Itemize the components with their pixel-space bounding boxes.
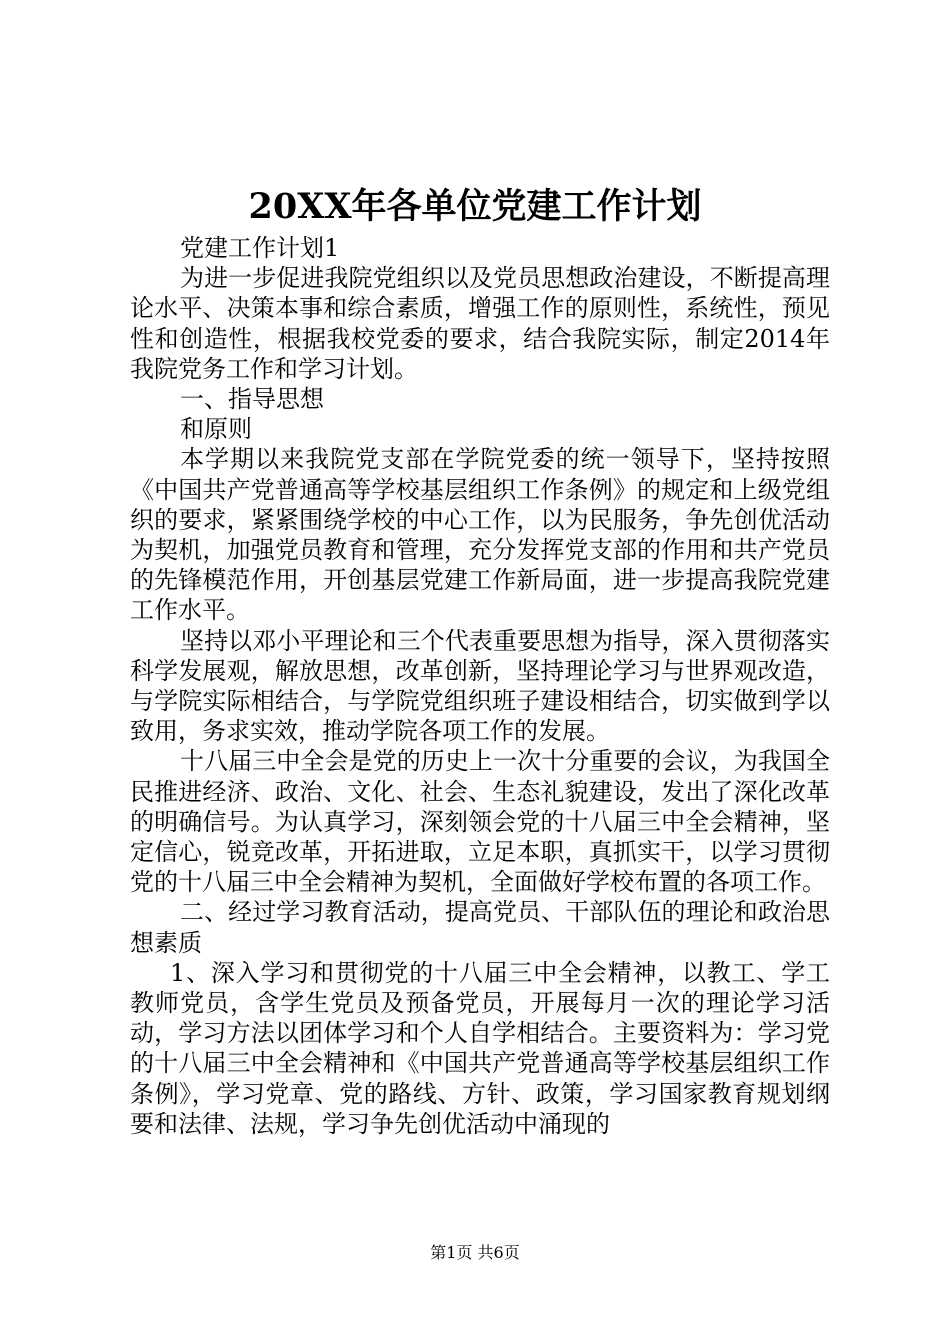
page-footer: 第1页 共6页 (430, 1243, 520, 1262)
section-heading-guiding: 一、指导思想 (180, 385, 324, 414)
section-heading-principles: 和原则 (180, 415, 252, 444)
section-heading-plan: 党建工作计划1 (180, 234, 340, 262)
section-heading-study: 二、经过学习教育活动，提高党员、干部队伍的理论和政治思想素质 (130, 898, 830, 957)
document-title: 20XX年各单位党建工作计划 (248, 186, 702, 227)
numbered-paragraph: 1、深入学习和贯彻党的十八届三中全会精神，以教工、学工教师党员，含学生党员及预备党员，开展每月一次的理论学习活动，学习方法以团体学习和个人自学相结合。主要资料为：学习党的十八届三中全会精神和《中国共产党普通高等学校基层组织工作条例》，学习党章、党的路线、方针、政策，学习国家教育规划纲要和法律、法规，学习争先创优活动中涌现的 (130, 958, 830, 1138)
body-paragraph: 十八届三中全会是党的历史上一次十分重要的会议，为我国全民推进经济、政治、文化、社会、生态礼貌建设，发出了深化改革的明确信号。为认真学习，深刻领会党的十八届三中全会精神，坚定信心，锐竞改革，开拓进取，立足本职，真抓实干，以学习贯彻党的十八届三中全会精神为契机，全面做好学校布置的各项工作。 (130, 747, 830, 897)
body-paragraph: 本学期以来我院党支部在学院党委的统一领导下，坚持按照《中国共产党普通高等学校基层组织工作条例》的规定和上级党组织的要求，紧紧围绕学校的中心工作，以为民服务，争先创优活动为契机，加强党员教育和管理，充分发挥党支部的作用和共产党员的先锋模范作用，开创基层党建工作新局面，进一步提高我院党建工作水平。 (130, 445, 830, 625)
intro-paragraph: 为进一步促进我院党组织以及党员思想政治建设，不断提高理论水平、决策本事和综合素质，增强工作的原则性，系统性，预见性和创造性，根据我校党委的要求，结合我院实际，制定2014年我院党务工作和学习计划。 (130, 264, 830, 383)
body-paragraph: 坚持以邓小平理论和三个代表重要思想为指导，深入贯彻落实科学发展观，解放思想，改革创新，坚持理论学习与世界观改造，与学院实际相结合，与学院党组织班子建设相结合，切实做到学以致用，务求实效，推动学院各项工作的发展。 (130, 626, 830, 746)
document-body (130, 233, 830, 1139)
